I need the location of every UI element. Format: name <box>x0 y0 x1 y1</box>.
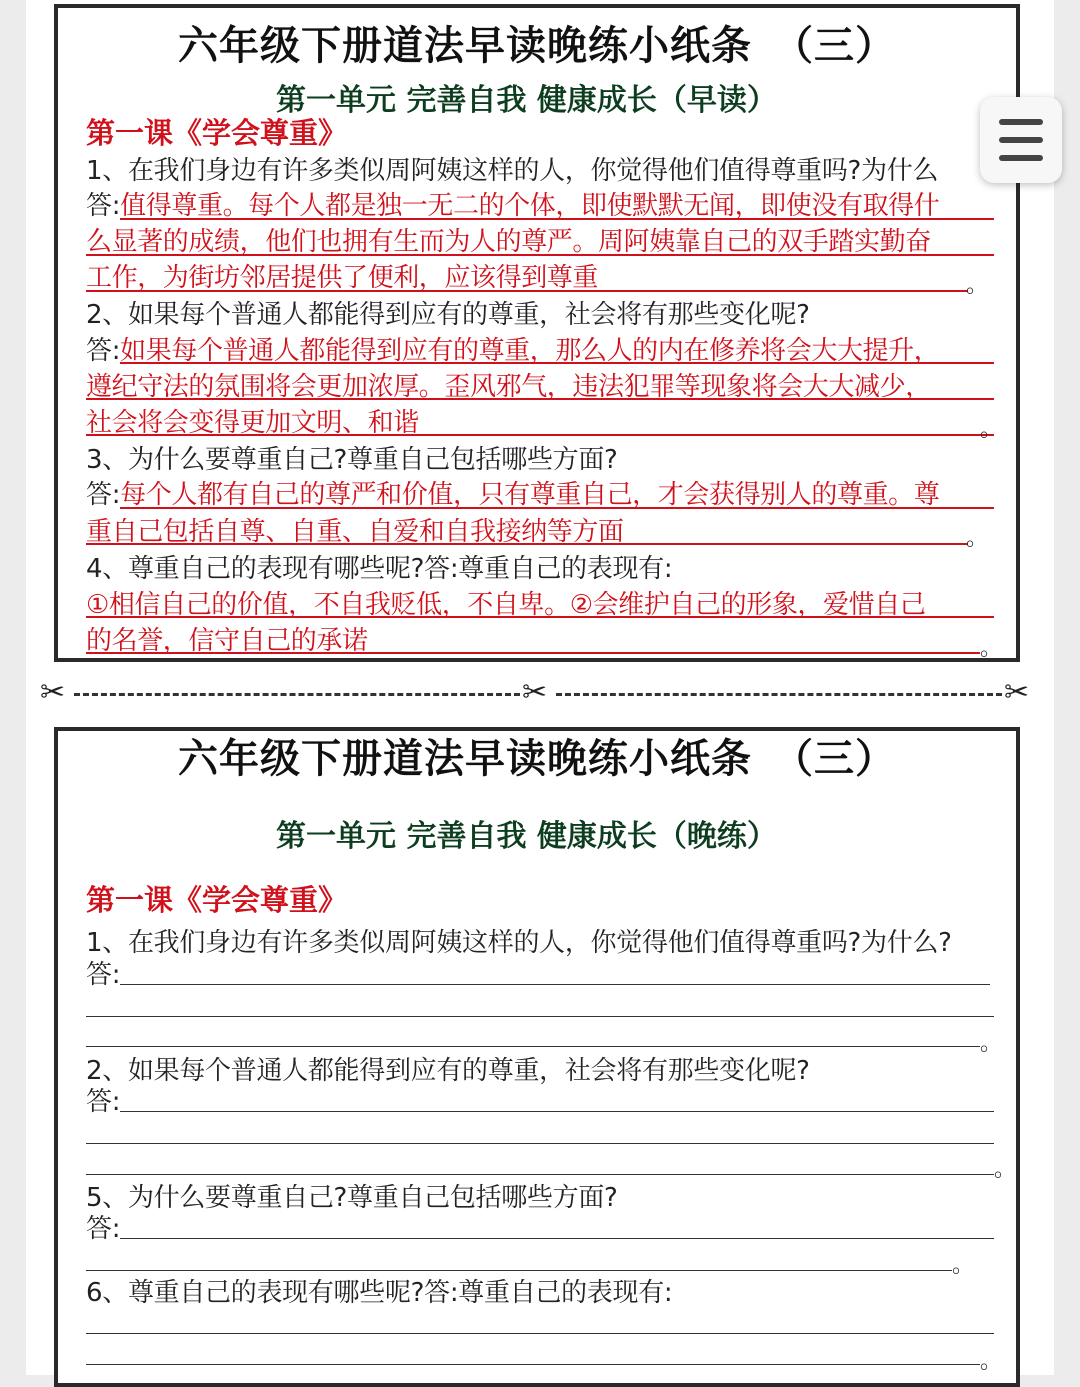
morning-title: 六年级下册道法早读晚练小纸条 （三） <box>178 23 896 69</box>
answer-blank-line[interactable] <box>120 984 990 985</box>
period-mark: 。 <box>980 417 1003 442</box>
morning-question-3: 3、为什么要尊重自己?尊重自己包括哪些方面? <box>86 445 618 475</box>
morning-answer-2-line-1 <box>86 330 939 364</box>
period-mark: 。 <box>952 1253 975 1278</box>
period-mark: 。 <box>980 1031 1003 1056</box>
morning-answer-4-line-1: ①相信自己的价值，不自我贬低，不自卑。②会维护自己的形象，爱惜自己 <box>86 590 926 620</box>
answer-underline <box>86 434 994 436</box>
morning-subtitle: 第一单元 完善自我 健康成长（早读） <box>276 83 777 118</box>
answer-underline <box>86 290 968 292</box>
morning-answer-3-line-1 <box>86 474 939 508</box>
morning-answer-3-line-2: 重自己包括自尊、自重、自爱和自我接纳等方面 <box>86 517 624 547</box>
answer-prefix: 答: <box>86 336 121 366</box>
answer-underline <box>86 254 994 256</box>
morning-answer-1-line-1 <box>86 185 939 219</box>
period-mark: 。 <box>980 636 1003 661</box>
answer-prefix: 答: <box>86 1087 121 1117</box>
answer-blank-line[interactable] <box>86 1016 994 1017</box>
evening-question-2: 2、如果每个普通人都能得到应有的尊重，社会将有那些变化呢? <box>86 1056 810 1086</box>
answer-underline <box>86 543 968 545</box>
period-mark: 。 <box>994 1157 1017 1182</box>
scissors-icon: ✂ <box>1004 675 1030 710</box>
answer-blank-line[interactable] <box>86 1364 980 1365</box>
morning-answer-1-line-2: 么显著的成绩，他们也拥有生而为人的尊严。周阿姨靠自己的双手踏实勤奋 <box>86 227 931 257</box>
answer-prefix: 答: <box>86 480 121 510</box>
dashed-line <box>556 693 1002 696</box>
answer-blank-line[interactable] <box>86 1333 994 1334</box>
morning-lesson-heading: 第一课《学会尊重》 <box>86 116 348 150</box>
answer-underline <box>86 398 994 400</box>
dashed-line <box>74 693 520 696</box>
answer-text: 每个人都有自己的尊严和价值，只有尊重自己，才会获得别人的尊重。尊 <box>120 480 940 510</box>
answer-underline <box>120 362 994 364</box>
answer-underline <box>120 507 994 509</box>
answer-underline <box>86 652 980 654</box>
answer-underline <box>120 218 994 220</box>
answer-blank-line[interactable] <box>86 1174 994 1175</box>
period-mark: 。 <box>980 1349 1003 1374</box>
period-mark: 。 <box>966 273 989 298</box>
answer-text: 如果每个普通人都能得到应有的尊重，那么人的内在修养将会大大提升， <box>120 336 940 366</box>
answer-blank-line[interactable] <box>86 1046 980 1047</box>
evening-lesson-heading: 第一课《学会尊重》 <box>86 883 348 917</box>
scissors-icon: ✂ <box>522 675 548 710</box>
answer-blank-line[interactable] <box>120 1111 994 1112</box>
evening-subtitle: 第一单元 完善自我 健康成长（晚练） <box>276 819 777 854</box>
evening-question-6: 6、尊重自己的表现有哪些呢?答:尊重自己的表现有: <box>86 1278 673 1308</box>
evening-question-5: 5、为什么要尊重自己?尊重自己包括哪些方面? <box>86 1183 618 1213</box>
morning-question-2: 2、如果每个普通人都能得到应有的尊重，社会将有那些变化呢? <box>86 300 810 330</box>
answer-blank-line[interactable] <box>120 1238 994 1239</box>
menu-button[interactable] <box>980 97 1062 183</box>
morning-answer-2-line-2: 遵纪守法的氛围将会更加浓厚。歪风邪气，违法犯罪等现象将会大大减少， <box>86 372 931 402</box>
scissors-icon: ✂ <box>40 675 66 710</box>
period-mark: 。 <box>966 526 989 551</box>
evening-title: 六年级下册道法早读晚练小纸条 （三） <box>178 736 896 782</box>
morning-answer-1-line-3: 工作，为街坊邻居提供了便利，应该得到尊重 <box>86 263 599 293</box>
answer-blank-line[interactable] <box>86 1143 994 1144</box>
morning-answer-2-line-3: 社会将会变得更加文明、和谐 <box>86 408 419 438</box>
cut-line <box>40 675 1040 710</box>
answer-prefix: 答: <box>86 960 121 990</box>
answer-underline <box>86 616 994 618</box>
answer-prefix: 答: <box>86 1214 121 1244</box>
answer-text: 值得尊重。每个人都是独一无二的个体，即使默默无闻，即使没有取得什 <box>120 191 940 221</box>
evening-question-1: 1、在我们身边有许多类似周阿姨这样的人，你觉得他们值得尊重吗?为什么? <box>86 928 952 958</box>
morning-answer-4-line-2: 的名誉，信守自己的承诺 <box>86 626 368 656</box>
morning-question-4: 4、尊重自己的表现有哪些呢?答:尊重自己的表现有: <box>86 554 673 584</box>
morning-question-1: 1、在我们身边有许多类似周阿姨这样的人，你觉得他们值得尊重吗?为什么 <box>86 156 939 186</box>
answer-prefix: 答: <box>86 191 121 221</box>
answer-blank-line[interactable] <box>86 1270 952 1271</box>
